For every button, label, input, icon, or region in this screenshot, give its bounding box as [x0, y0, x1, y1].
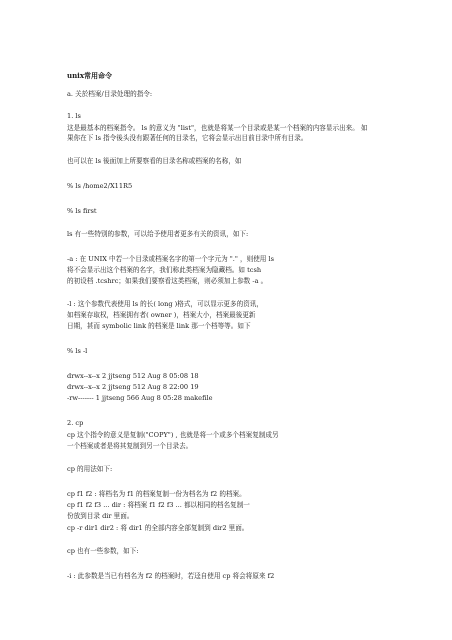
paragraph-line: -a : 在 UNIX 中若一个目录或档案名字的第一个字元为 "." ，则使用 ls — [67, 255, 274, 263]
paragraph-line: -i : 此参数是当已有档名为 f2 的档案时，若迳自使用 cp 将会将原来 f2 — [67, 572, 275, 580]
paragraph-line: 一个档案或者是将其复制到另一个目录去。 — [67, 442, 193, 450]
command-line: % ls -l — [67, 347, 88, 355]
paragraph-line: ls 有一些特别的参数，可以给予使用者更多有关的资讯，如下: — [67, 230, 249, 238]
paragraph-line: 的初设档 .tcshrc；如果我们要察看这类档案，则必须加上参数 -a 。 — [67, 277, 268, 285]
paragraph-line: -l : 这个参数代表使用 ls 的长( long )格式，可以显示更多的资讯， — [67, 300, 263, 308]
paragraph-line: cp f1 f2 f3 ... dir : 将档案 f1 f2 f3 ... 都以相同的档名复制一 — [67, 501, 250, 509]
paragraph-line: 份放到目录 dir 里面。 — [67, 512, 134, 520]
paragraph-line: 也可以在 ls 後面加上所要察看的目录名称或档案的名称，如 — [67, 157, 242, 165]
paragraph-line: 日期，甚而 symbolic link 的档案是 link 那一个档等等。如下 — [67, 322, 251, 330]
paragraph-line: 如档案存取权，档案拥有者( owner )，档案大小，档案最後更新 — [67, 311, 256, 319]
paragraph-line: cp 这个指令的意义是复制("COPY") , 也就是将一个或多个档案复制成另 — [67, 431, 279, 439]
paragraph-line: cp 的用法如下: — [67, 465, 113, 473]
command-line: % ls /home2/X11R5 — [67, 182, 133, 190]
section-heading: a. 关於档案/目录处理的指令: — [67, 90, 153, 98]
subsection-heading: 2. cp — [67, 419, 84, 427]
listing-line: -rw------- 1 jjtseng 566 Aug 8 05:28 makefile — [67, 394, 213, 402]
listing-line: drwx--x--x 2 jjtseng 512 Aug 8 22:00 19 — [67, 383, 199, 391]
paragraph-line: cp 也有一些参数，如下: — [67, 547, 139, 555]
command-line: % ls first — [67, 207, 97, 215]
paragraph-line: cp f1 f2 : 将档名为 f1 的档案复制一份为档名为 f2 的档案。 — [67, 490, 246, 498]
paragraph-line: cp -r dir1 dir2 : 将 dir1 的全部内容全部复制到 dir2 里面。 — [67, 524, 249, 532]
subsection-heading: 1. ls — [67, 112, 81, 120]
document-title: unix常用命令 — [67, 71, 113, 80]
paragraph-line: 将不会显示出这个档案的名字，我们称此类档案为隐藏档。如 tcsh — [67, 266, 262, 274]
paragraph-line: 这是最基本的档案指令。 ls 的意义为 "list"，也就是将某一个目录或是某一个档案的内容显示出来。 如 — [67, 124, 368, 132]
paragraph-line: 果你在下 ls 指令後头没有跟著任何的目录名，它将会显示出目前目录中所有目录。 — [67, 134, 308, 142]
listing-line: drwx--x--x 2 jjtseng 512 Aug 8 05:08 18 — [67, 372, 199, 380]
